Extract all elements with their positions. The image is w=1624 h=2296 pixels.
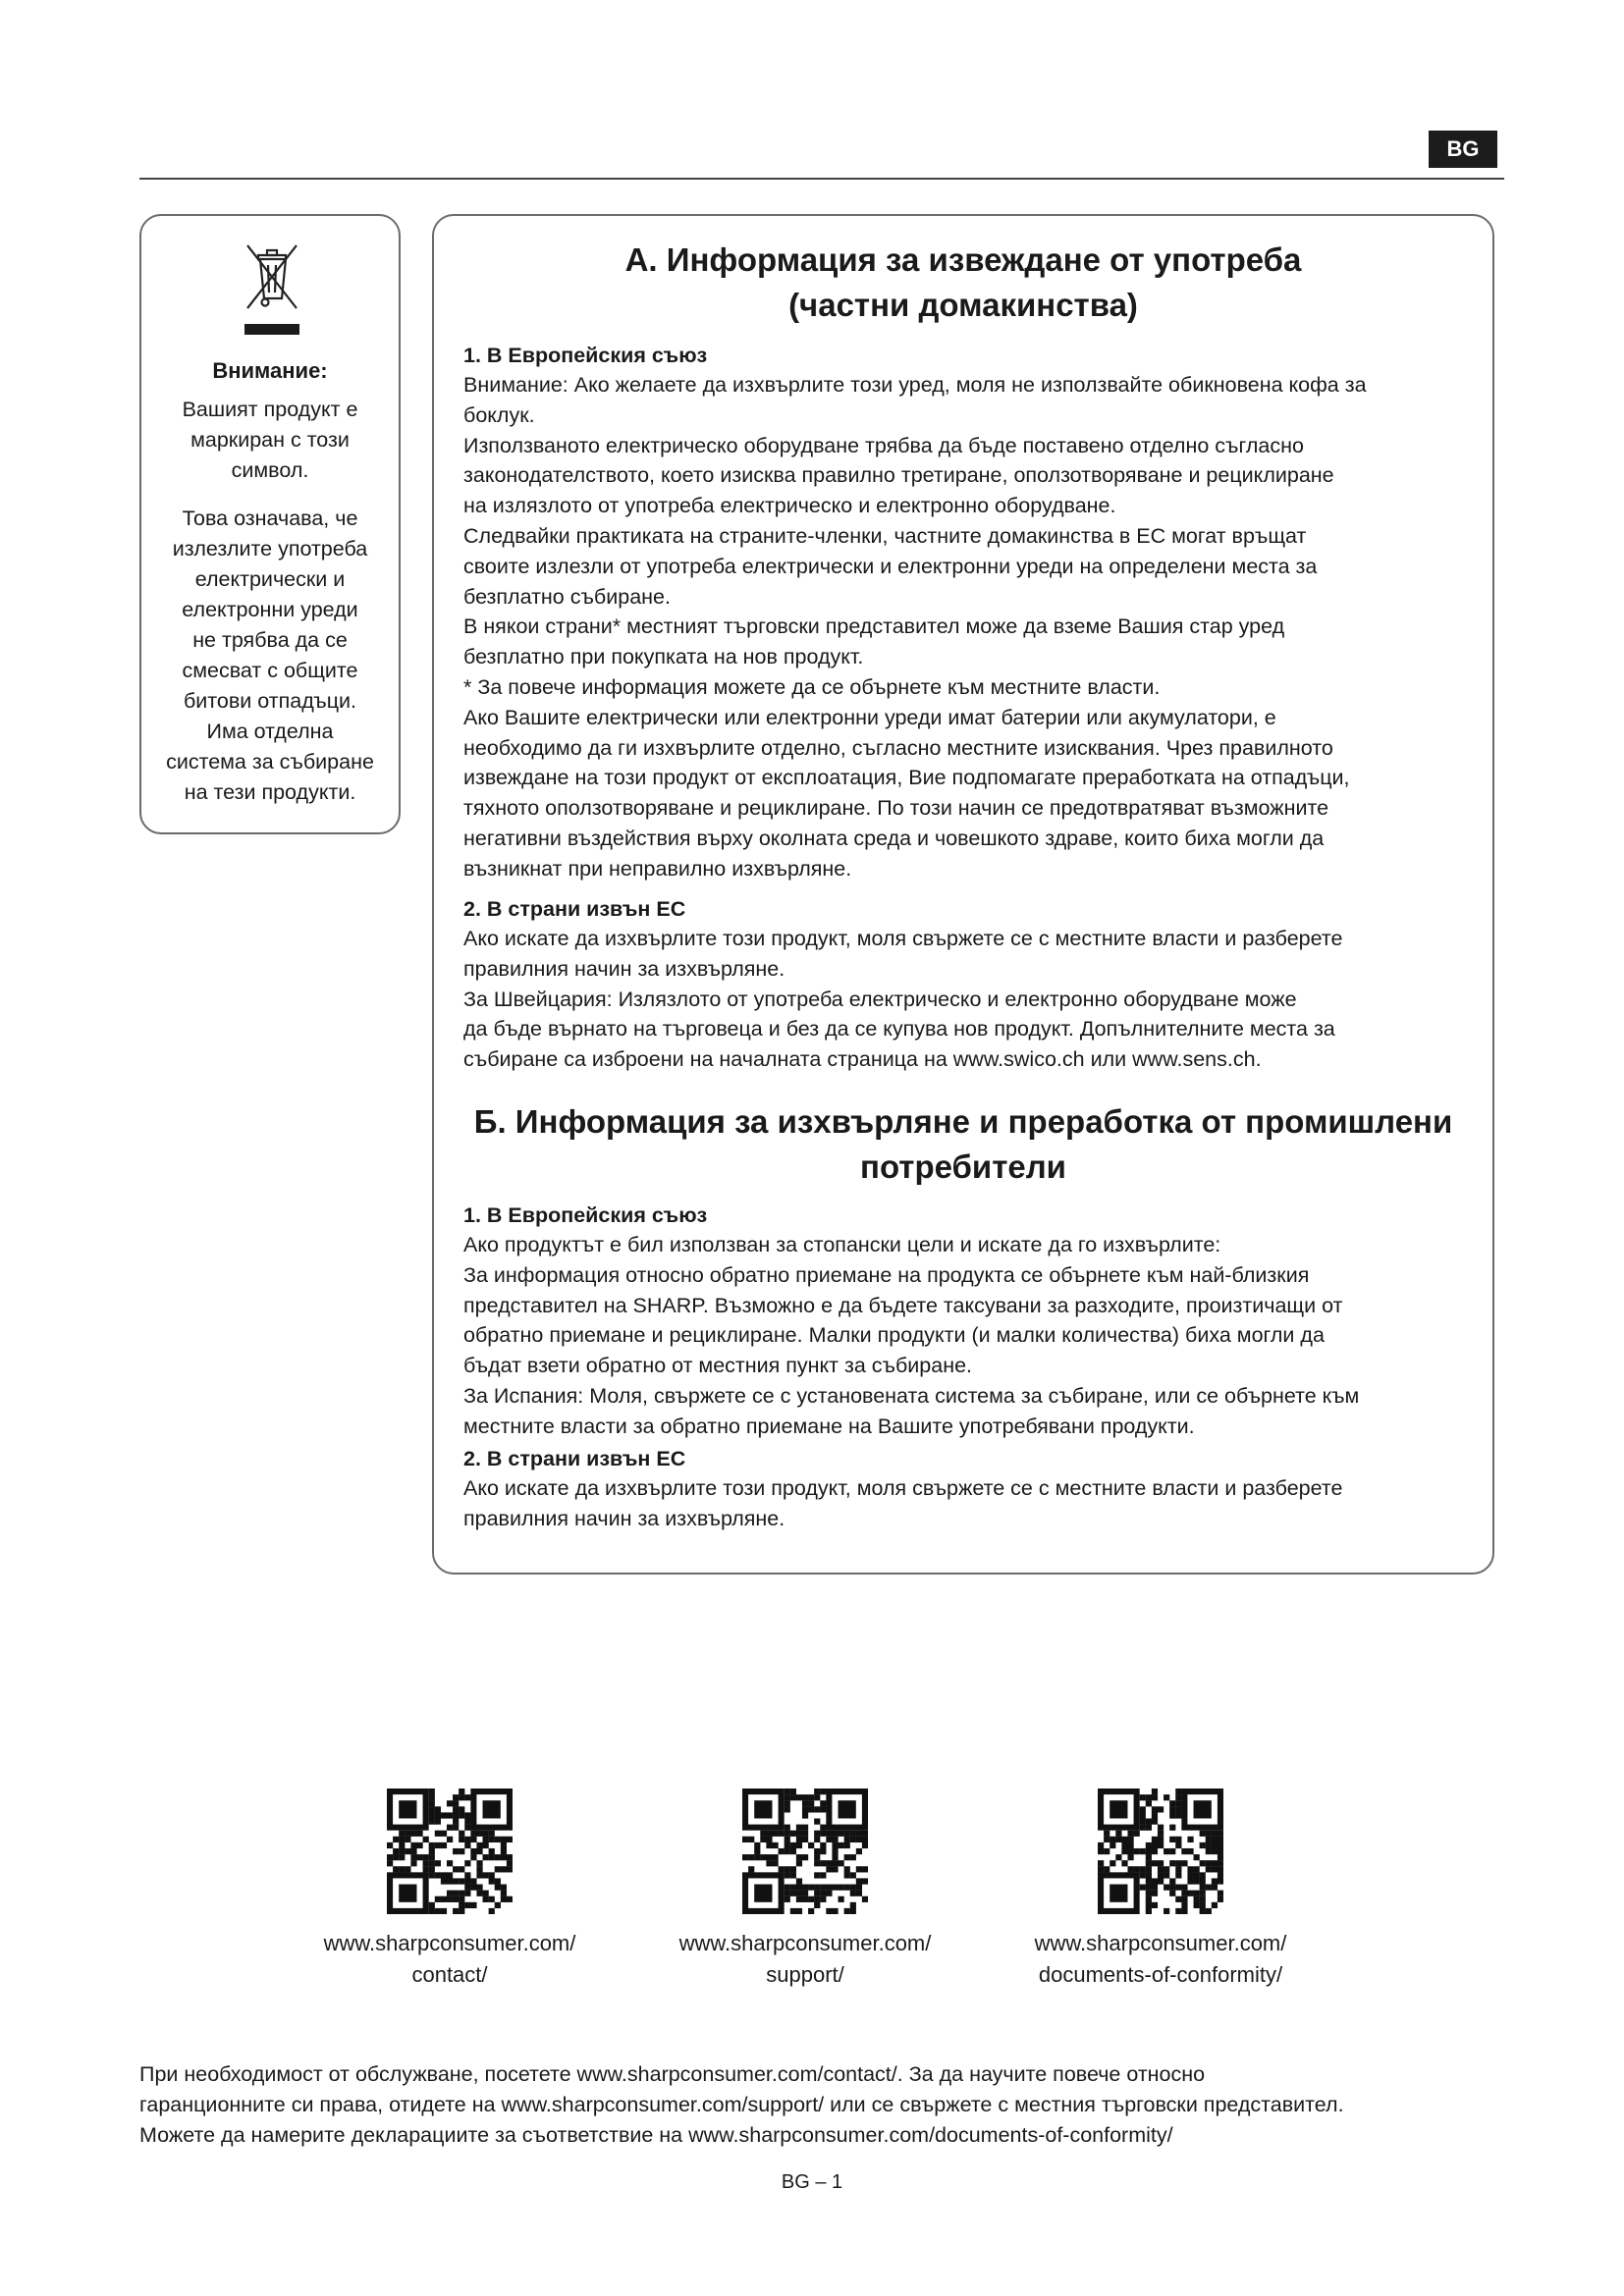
section-a-eu-text: Внимание: Ако желаете да изхвърлите този уред, моля не използвайте обикновена кофа за боклук. Използваното електрическо оборудване трябва да бъде поставено отделно съгласно законодателството, което изисква правилно третиране, оползотворяване и рециклиране на излязлото от употреба електрическо и електронно оборудване. Следвайки практиката на страните-членки, частните домакинства в ЕС могат връщат своите излезли от употреба електрически и електронни уреди на определени места за безплатно събиране. В някои страни* местният търговски представител може да вземе Вашия стар уред безплатно при покупката на нов продукт. * За повече информация можете да се обърнете към местните власти. Ако Вашите електрически или електронни уреди имат батерии или акумулатори, е необходимо да ги изхвърлите отделно, съгласно местните изисквания. Чрез правилното извеждане на този продукт от експлоатация, Вие подпомагате преработката на отпадъци, тяхното оползотворяване и рециклиране. По този начин се предотвратяват възможните негативни въздействия върху околната среда и човешкото здраве, които биха могли да възникнат при неправилно изхвърляне.	[463, 373, 1367, 881]
qr-code-icon[interactable]	[387, 1789, 513, 1914]
section-b-non-eu-text: Ако искате да изхвърлите този продукт, моля свържете се с местните власти и разберете правилния начин за изхвърляне.	[463, 1476, 1343, 1530]
section-a-non-eu-text: Ако искате да изхвърлите този продукт, моля свържете се с местните власти и разберете правилния начин за изхвърляне. За Швейцария: Излязлото от употреба електрическо и електронно оборудване може да бъде върнато на търговеца и без да се купува нов продукт. Допълнителните места за събиране са изброени на началната страница на www.swico.ch или www.sens.ch.	[463, 927, 1343, 1072]
qr-url-line2: contact/	[411, 1962, 488, 1987]
section-a-eu-heading: 1. В Европейския съюз	[463, 344, 708, 367]
qr-url-line2: documents-of-conformity/	[1038, 1962, 1283, 1987]
qr-code-icon[interactable]	[1098, 1789, 1223, 1914]
notice-paragraph-1: Вашият продукт е маркиран с този символ.	[182, 398, 358, 482]
qr-code-icon[interactable]	[742, 1789, 868, 1914]
qr-url-line2: support/	[766, 1962, 844, 1987]
section-a-non-eu-heading: 2. В страни извън ЕС	[463, 897, 686, 921]
weee-notice-box	[139, 214, 401, 834]
qr-url-line1: www.sharpconsumer.com/	[323, 1931, 576, 1955]
crossed-out-wheelie-bin-icon	[242, 240, 302, 338]
section-b-eu-text: Ако продуктът е бил използван за стопански цели и искате да го изхвърлите: За информация относно обратно приемане на продукта се обърнете към най-близкия представител на SHARP. Възможно е да бъдете таксувани за разходите, произтичащи от обратно приемане и рециклиране. Малки продукти (и малки количества) биха могли да бъдат взети обратно от местния пункт за събиране. За Испания: Моля, свържете се с установената система за събиране, или се обърнете към местните власти за обратно приемане на Вашите употребявани продукти.	[463, 1233, 1360, 1438]
qr-url-line1: www.sharpconsumer.com/	[1034, 1931, 1287, 1955]
disposal-info-box	[432, 214, 1494, 1575]
notice-paragraph-2: Това означава, че излезлите употреба електрически и електронни уреди не трябва да се смесват с общите битови отпадъци. Има отделна система за събиране на тези продукти.	[166, 507, 374, 804]
header-rule	[139, 178, 1504, 180]
notice-title: Внимание:	[212, 358, 328, 383]
section-b-eu-heading: 1. В Европейския съюз	[463, 1203, 708, 1227]
section-b-title: Б. Информация за изхвърляне и преработка от промишлени потребители	[473, 1103, 1453, 1185]
qr-url-line1: www.sharpconsumer.com/	[678, 1931, 932, 1955]
qr-block-contact[interactable]	[288, 1789, 612, 1991]
page-number: BG – 1	[781, 2171, 843, 2193]
language-badge: BG	[1429, 131, 1497, 168]
footer-text: При необходимост от обслужване, посетете www.sharpconsumer.com/contact/. За да научите повече относно гаранционните си права, отидете на www.sharpconsumer.com/support/ или се свържете с местния търговски представител. Можете да намерите декларациите за съответствие на www.sharpconsumer.com/documents-of-conformity/	[139, 2062, 1344, 2147]
section-a-title: A. Информация за извеждане от употреба (частни домакинства)	[624, 241, 1302, 323]
section-b-non-eu-heading: 2. В страни извън ЕС	[463, 1447, 686, 1470]
qr-block-conformity[interactable]	[999, 1789, 1323, 1991]
qr-block-support[interactable]	[643, 1789, 967, 1991]
